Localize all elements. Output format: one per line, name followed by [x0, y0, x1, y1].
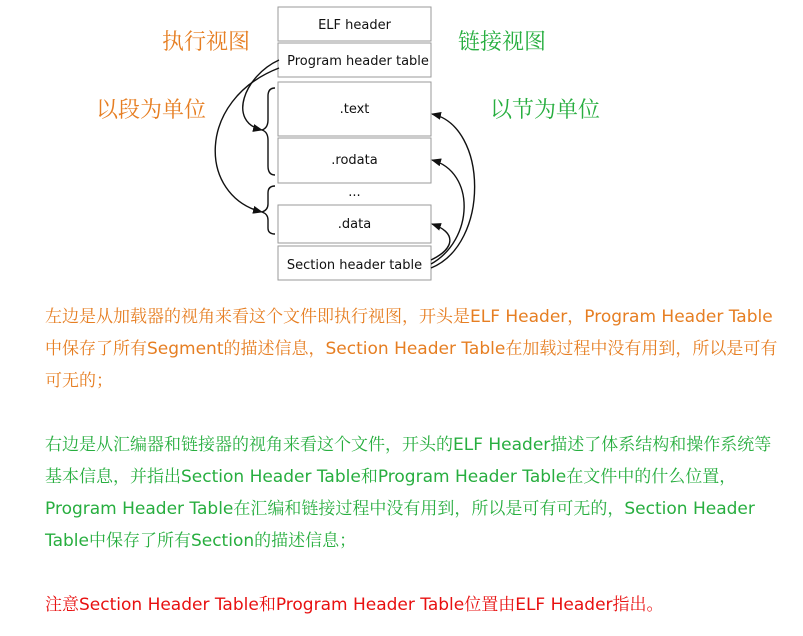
- brace-segment-2: [262, 186, 275, 234]
- by-segment-label: 以段为单位: [96, 98, 207, 123]
- ellipsis-text: ...: [348, 185, 361, 200]
- text-section-box: [278, 82, 431, 136]
- data-section-box: [278, 205, 431, 243]
- section-header-table-box: [278, 246, 431, 280]
- by-section-label: 以节为单位: [490, 98, 601, 123]
- svg-text:Section header table: Section header table: [286, 258, 423, 273]
- linking-view-paragraph: 右边是从汇编器和链接器的视角来看这个文件，开头的ELF Header描述了体系结构和操作系统等基本信息，并指出Section Header Table和Program Header Table在文件中的什么位置，Program Header Table在汇编和链接过程中没有用到，所以是可有可无的，Section Header Table中保存了所有Section的描述信息；: [45, 435, 772, 551]
- svg-text:ELF header: ELF header: [318, 18, 391, 33]
- execution-view-paragraph: 左边是从加载器的视角来看这个文件即执行视图，开头是ELF Header，Program Header Table中保存了所有Segment的描述信息，Section Header Table在加载过程中没有用到，所以是可有可无的；: [45, 307, 778, 391]
- elf-header-box: [278, 7, 431, 41]
- svg-text:.text: .text: [339, 102, 370, 117]
- svg-text:.data: .data: [337, 217, 372, 232]
- svg-text:Program header table: Program header table: [287, 54, 429, 69]
- link-view-label: 链接视图: [458, 30, 547, 55]
- note-paragraph: 注意Section Header Table和Program Header Table位置由ELF Header指出。: [45, 595, 664, 615]
- exec-view-label: 执行视图: [162, 30, 251, 55]
- elf-layout-diagram: [0, 0, 803, 300]
- brace-segment-1: [262, 88, 275, 175]
- program-header-table-box: [278, 43, 431, 77]
- svg-text:.rodata: .rodata: [331, 153, 378, 168]
- rodata-section-box: [278, 138, 431, 183]
- arrow-shdr-to-data: [431, 224, 450, 260]
